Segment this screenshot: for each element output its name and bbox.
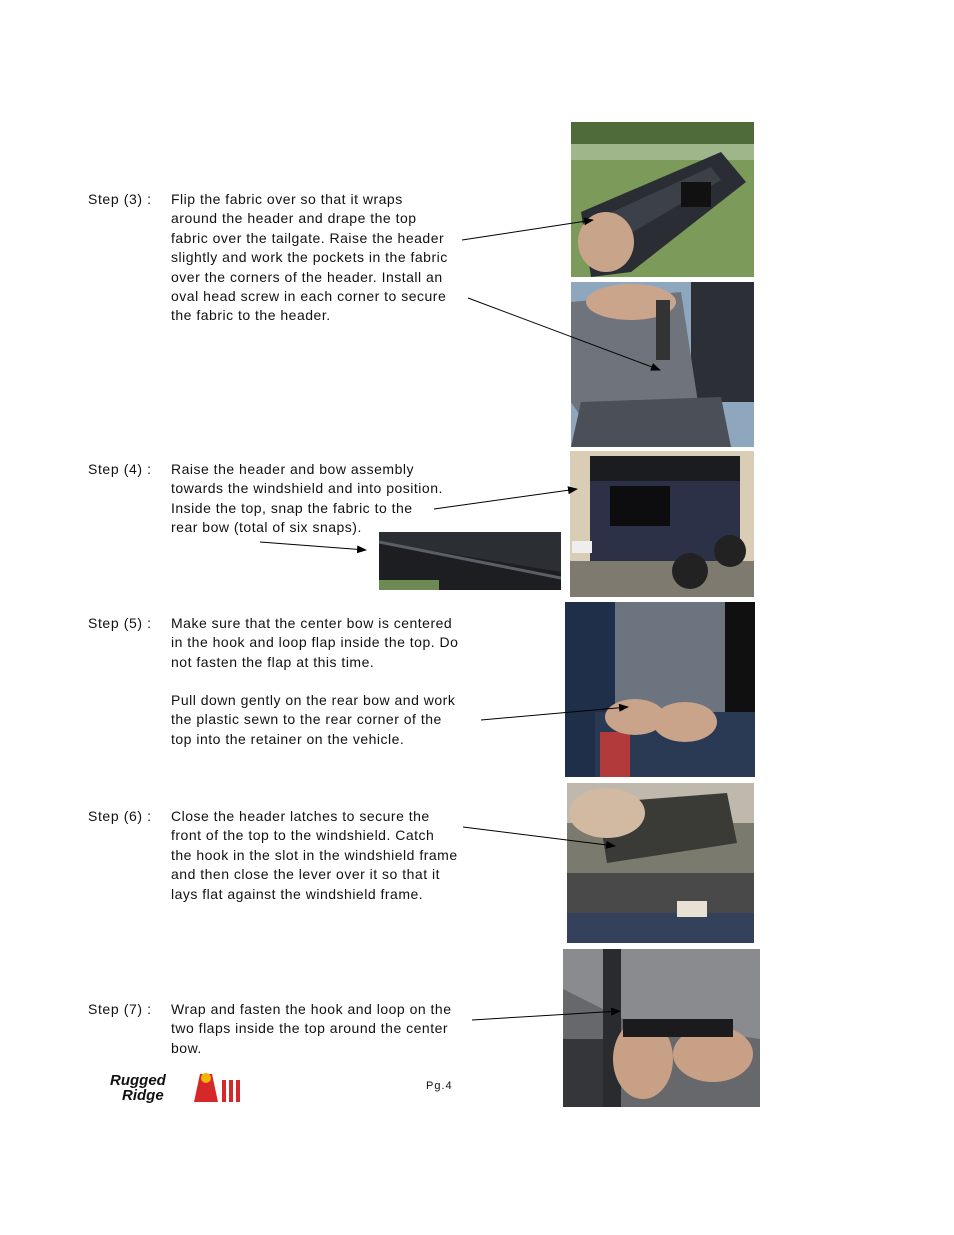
step-4-text: Raise the header and bow assembly towards the windshield and into position. Inside the top, snap the fabric to the rear bow (total of six snaps). [171,461,443,536]
svg-text:Rugged: Rugged [110,1072,166,1089]
step-6-label: Step (6) : [88,808,152,824]
arrow-step-4b [260,542,366,550]
arrow-step-5 [481,707,628,720]
arrow-step-3b [468,298,660,370]
step-3-label: Step (3) : [88,191,152,207]
step-3-text: Flip the fabric over so that it wraps around the header and drape the top fabric over the tailgate. Raise the header slightly and work the pockets in the fabric over the corners of the header. Install an oval head screw in each corner to secure the fabric to the header. [171,191,448,324]
step-4-label: Step (4) : [88,461,152,477]
step-7-text: Wrap and fasten the hook and loop on the two flaps inside the top around the center bow. [171,1001,452,1056]
arrow-step-7 [472,1011,620,1020]
arrow-step-6 [463,827,615,846]
step-7-label: Step (7) : [88,1001,152,1017]
step-6-text: Close the header latches to secure the front of the top to the windshield. Catch the hook in the slot in the windshield frame and then close the lever over it so that it lays flat against the windshield frame. [171,808,458,902]
step-5-text: Make sure that the center bow is centered in the hook and loop flap inside the top. Do not fasten the flap at this time. [171,615,459,670]
arrow-step-3a [462,220,593,240]
step-5-text-2: Pull down gently on the rear bow and work the plastic sewn to the rear corner of the top into the retainer on the vehicle. [171,692,456,747]
rugged-ridge-logo [108,1070,242,1104]
page-number: Pg.4 [426,1080,453,1092]
svg-text:Ridge: Ridge [122,1087,164,1104]
step-5-label: Step (5) : [88,615,152,631]
arrow-step-4a [434,489,577,509]
